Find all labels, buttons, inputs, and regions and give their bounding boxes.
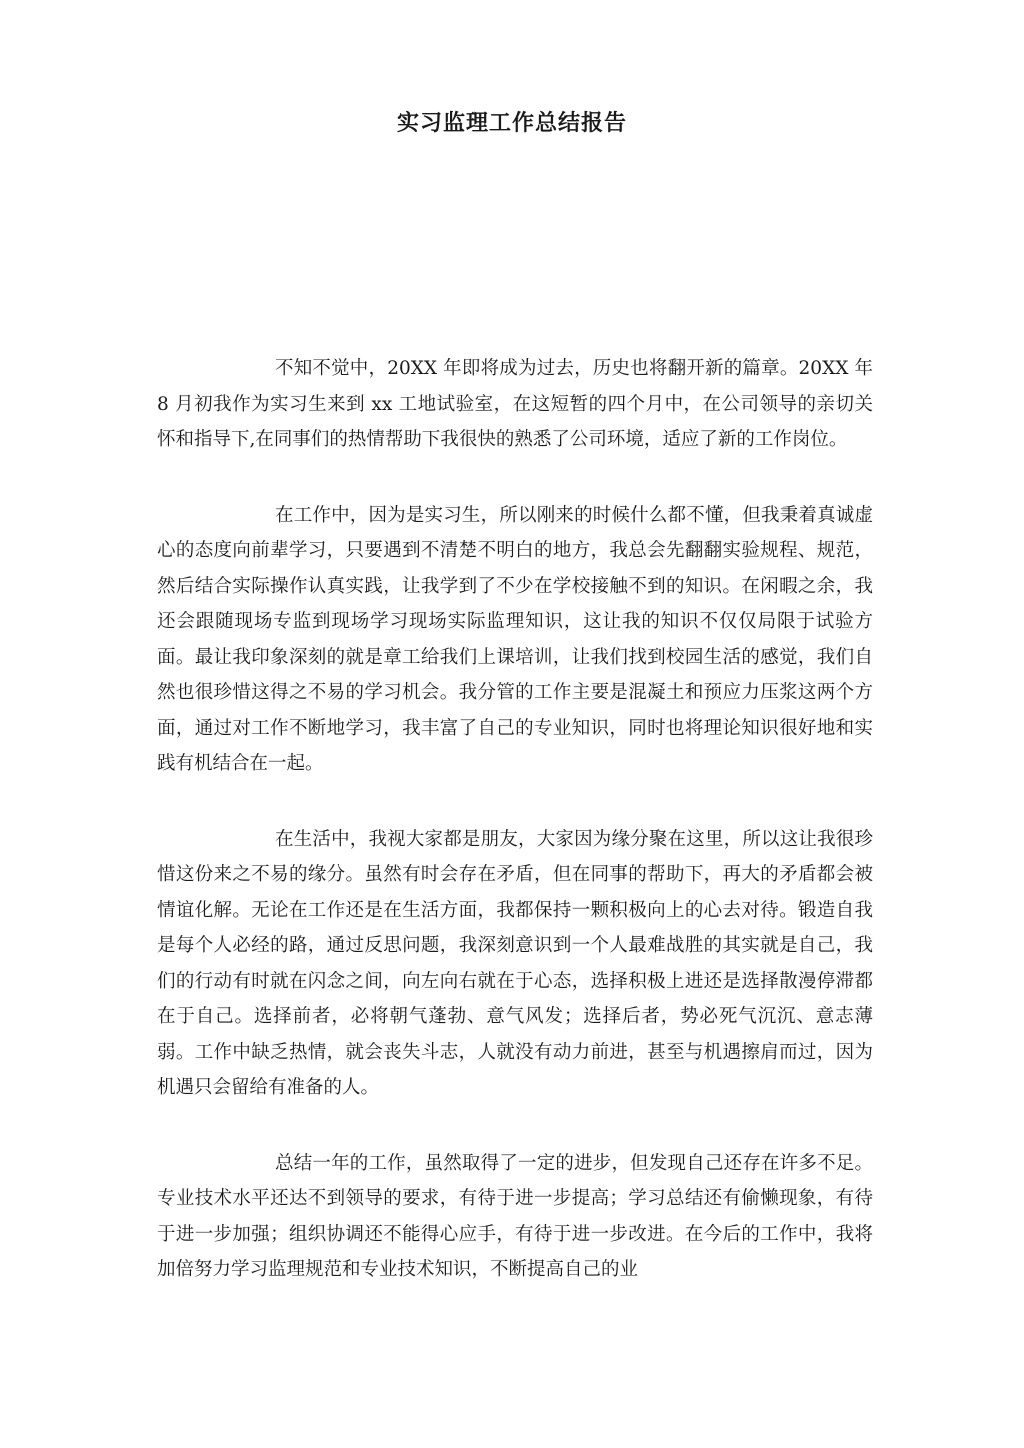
paragraph-life: 在生活中，我视大家都是朋友，大家因为缘分聚在这里，所以这让我很珍惜这份来之不易的缘分。虽然有时会存在矛盾，但在同事的帮助下，再大的矛盾都会被情谊化解。无论在工作还是在生活方面，我都保持一颗积极向上的心去对待。锻造自我是每个人必经的路，通过反思问题，我深刻意识到一个人最难战胜的其实就是自己，我们的行动有时就在闪念之间，向左向右就在于心态，选择积极上进还是选择散漫停滞都在于自己。选择前者，必将朝气蓬勃、意气风发；选择后者，势必死气沉沉、意志薄弱。工作中缺乏热情，就会丧失斗志，人就没有动力前进，甚至与机遇擦肩而过，因为机遇只会留给有准备的人。 [157,828,873,1098]
paragraph-intro: 不知不觉中，20XX 年即将成为过去，历史也将翻开新的篇章。20XX 年 8 月初我作为实习生来到 xx 工地试验室，在这短暂的四个月中，在公司领导的亲切关怀和指导下,在同事们的热情帮助下我很快的熟悉了公司环境，适应了新的工作岗位。 [157,358,873,450]
paragraph-work: 在工作中，因为是实习生，所以刚来的时候什么都不懂，但我秉着真诚虚心的态度向前辈学习，只要遇到不清楚不明白的地方，我总会先翻翻实验规程、规范，然后结合实际操作认真实践，让我学到了不少在学校接触不到的知识。在闲暇之余，我还会跟随现场专监到现场学习现场实际监理知识，这让我的知识不仅仅局限于试验方面。最让我印象深刻的就是章工给我们上课培训，让我们找到校园生活的感觉，我们自然也很珍惜这得之不易的学习机会。我分管的工作主要是混凝土和预应力压浆这两个方面，通过对工作不断地学习，我丰富了自己的专业知识，同时也将理论知识很好地和实践有机结合在一起。 [157,504,873,774]
paragraph-summary: 总结一年的工作，虽然取得了一定的进步，但发现自己还存在许多不足。专业技术水平还达不到领导的要求，有待于进一步提高；学习总结还有偷懒现象，有待于进一步加强；组织协调还不能得心应手，有待于进一步改进。在今后的工作中，我将加倍努力学习监理规范和专业技术知识，不断提高自己的业 [157,1152,873,1280]
document-title: 实习监理工作总结报告 [396,111,627,136]
document-body [157,351,873,1328]
